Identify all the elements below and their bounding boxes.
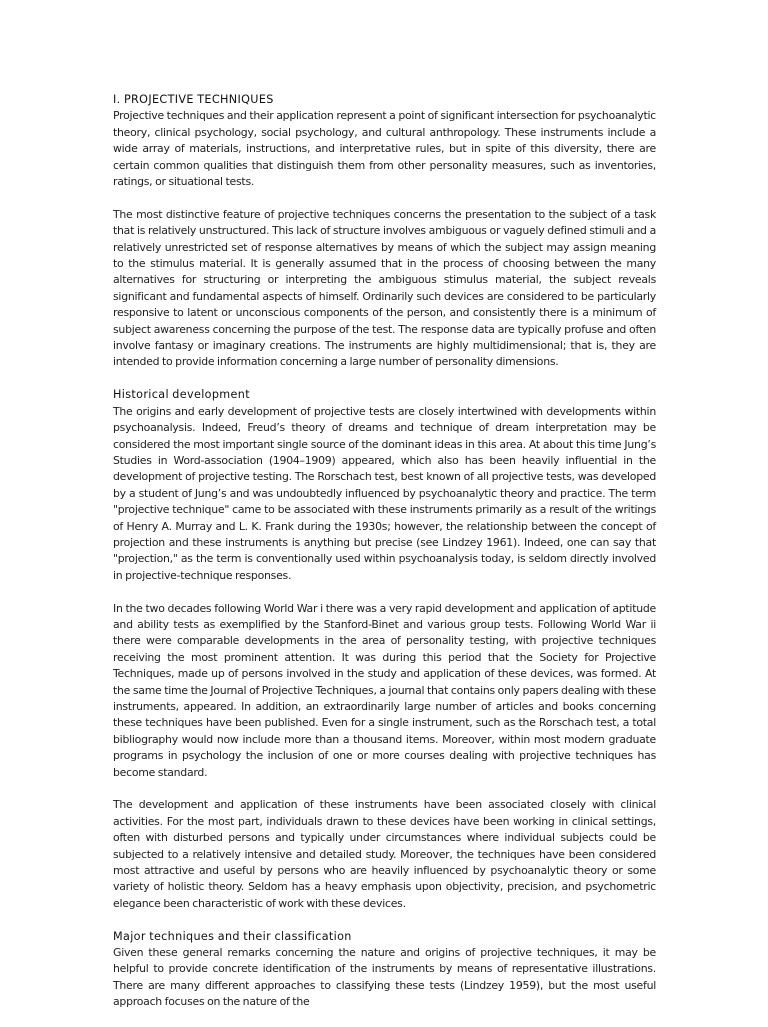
paragraph-history-1: The origins and early development of projective tests are closely intertwined with developments within psychoanalysis. Indeed, Freud’s theory of dreams and technique of dream interpretation may be considered the most important single source of the dominant ideas in this area. At about this time Jung’s Studies in Word-association (1904–1909) appeared, which also has been heavily influential in the development of projective testing. The Rorschach test, best known of all projective tests, was developed by a student of Jung’s and was undoubtedly influenced by psychoanalytic theory and practice. The term "projective technique" came to be associated with these instruments primarily as a result of the writings of Henry A. Murray and L. K. Frank during the 1930s; however, the relationship between the concept of projection and these instruments is anything but precise (see Lindzey 1961). Indeed, one can say that "projection," as the term is conventionally used within psychoanalysis today, is seldom directly involved in projective-technique responses. <box>113 404 656 582</box>
paragraph-history-3: The development and application of these instruments have been associated closely with clinical activities. For the most part, individuals drawn to these devices have been working in clinical settings, often with disturbed persons and typically under circumstances where individual subjects could be subjected to a relatively intensive and detailed study. Moreover, the techniques have been considered most attractive and useful by persons who are heavily influenced by psychoanalytic theory or some variety of holistic theory. Seldom has a heavy emphasis upon objectivity, precision, and psychometric elegance been characteristic of work with these devices. <box>113 798 656 910</box>
paragraph-intro-1: Projective techniques and their application represent a point of significant intersection for psychoanalytic theory, clinical psychology, social psychology, and cultural anthropology. These instruments include a wide array of materials, instructions, and interpretative rules, but in spite of this diversity, there are certain common qualities that distinguish them from other personality measures, such as inventories, ratings, or situational tests. <box>113 109 656 189</box>
paragraph-major-1: Given these general remarks concerning the nature and origins of projective techniques, it may be helpful to provide concrete identification of the instruments by means of representative illustrations. There are many different approaches to classifying these tests (Lindzey 1959), but the most useful approach focuses on the nature of the <box>113 946 656 1009</box>
paragraph-history-2: In the two decades following World War i there was a very rapid development and application of aptitude and ability tests as exemplified by the Stanford-Binet and various group tests. Following World War ii there were comparable developments in the area of personality testing, with projective techniques receiving the most prominent attention. It was during this period that the Society for Projective Techniques, made up of persons involved in the study and application of these devices, was formed. At the same time the Journal of Projective Techniques, a journal that contains only papers dealing with these instruments, appeared. In addition, an extraordinarily large number of articles and books concerning these techniques have been published. Even for a single instrument, such as the Rorschach test, a total bibliography would now include more than a thousand items. Moreover, within most modern graduate programs in psychology the inclusion of one or more courses dealing with projective techniques has become standard. <box>113 601 656 779</box>
paragraph-intro-2: The most distinctive feature of projective techniques concerns the presentation to the subject of a task that is relatively unstructured. This lack of structure involves ambiguous or vaguely defined stimuli and a relatively unrestricted set of response alternatives by means of which the subject may assign meaning to the stimulus material. It is generally assumed that in the process of choosing between the many alternatives for structuring or interpreting the ambiguous stimulus material, the subject reveals significant and fundamental aspects of himself. Ordinarily such devices are considered to be particularly responsive to latent or unconscious components of the person, and consistently there is a minimum of subject awareness concerning the purpose of the test. The response data are typically profuse and often involve fantasy or imaginary creations. The instruments are highly multidimensional; that is, they are intended to provide information concerning a large number of personality dimensions. <box>113 207 656 369</box>
subheading-major-techniques: Major techniques and their classification <box>113 929 352 943</box>
section-heading-projective-techniques: I. PROJECTIVE TECHNIQUES <box>113 93 274 106</box>
document-page <box>113 92 656 1027</box>
subheading-historical-development: Historical development <box>113 388 250 402</box>
